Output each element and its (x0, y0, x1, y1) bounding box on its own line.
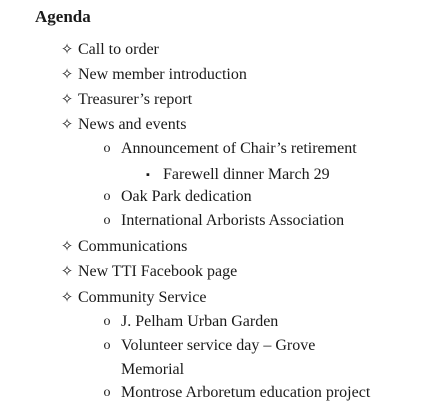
agenda-item-text: Communications (78, 238, 188, 255)
four-point-star-bullet-icon: ✧ (60, 264, 74, 280)
agenda-heading: Agenda (35, 7, 91, 26)
four-point-star-bullet-icon: ✧ (60, 117, 74, 133)
circle-bullet-icon: o (103, 141, 111, 156)
circle-bullet-icon: o (103, 213, 111, 228)
four-point-star-bullet-icon: ✧ (60, 290, 74, 306)
agenda-item-text: News and events (78, 116, 187, 133)
agenda-item-text: Community Service (78, 289, 207, 306)
agenda-item-text: Oak Park dedication (121, 188, 252, 205)
agenda-item-text: Call to order (78, 41, 159, 58)
four-point-star-bullet-icon: ✧ (60, 42, 74, 58)
circle-bullet-icon: o (103, 385, 111, 400)
agenda-item-text-continuation: Memorial (121, 361, 185, 378)
agenda-item-text: New TTI Facebook page (78, 263, 238, 280)
circle-bullet-icon: o (103, 314, 111, 329)
agenda-item-text: J. Pelham Urban Garden (121, 313, 279, 330)
agenda-item-text: Farewell dinner March 29 (163, 166, 330, 183)
four-point-star-bullet-icon: ✧ (60, 92, 74, 108)
four-point-star-bullet-icon: ✧ (60, 239, 74, 255)
square-bullet-icon: ▪ (146, 169, 150, 181)
circle-bullet-icon: o (103, 338, 111, 353)
agenda-item-text: Montrose Arboretum education project (121, 384, 371, 401)
four-point-star-bullet-icon: ✧ (60, 67, 74, 83)
agenda-item-text: Volunteer service day – Grove (121, 337, 316, 354)
circle-bullet-icon: o (103, 189, 111, 204)
agenda-item-text: Announcement of Chair’s retirement (121, 140, 357, 157)
agenda-item-text: New member introduction (78, 66, 247, 83)
agenda-item-text: Treasurer’s report (78, 91, 193, 108)
agenda-item-text: International Arborists Association (121, 212, 345, 229)
